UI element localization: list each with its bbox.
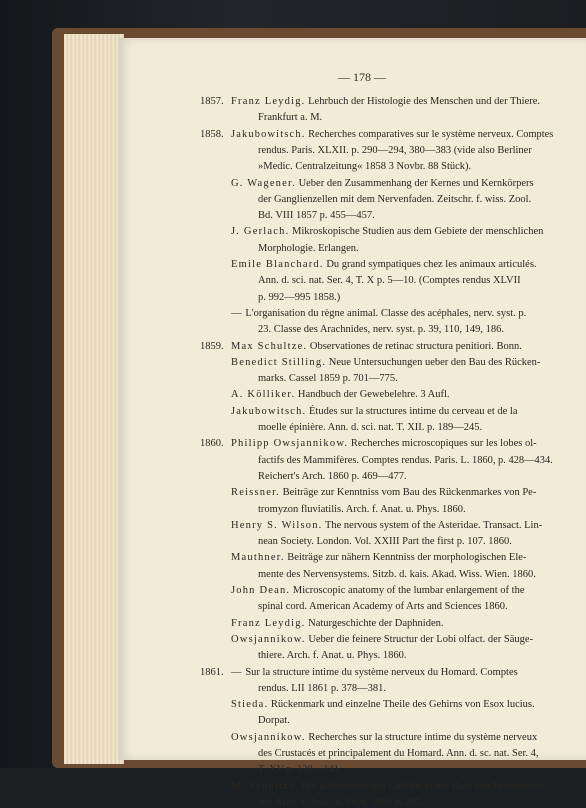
entry-text: Ueber die feinere Structur der Lobi olfact. der Säuge- [308, 633, 534, 645]
entry-author: G. Wagener. [231, 177, 296, 189]
entry-text: Beiträge zur Kenntniss vom Bau des Rückenmarkes von Pe- [282, 487, 537, 499]
entry-author: Jakubowitsch. [231, 128, 306, 140]
entry-line [231, 667, 518, 678]
entry-year: 1859. [200, 340, 224, 352]
entry-text: Naturgeschichte der Daphniden. [308, 617, 444, 629]
entry-line: spinal cord. American Academy of Arts and Sciences 1860. [258, 601, 508, 613]
entry-line [231, 226, 543, 237]
entry-text: The nervous system of the Asteridae. Transact. Lin- [324, 519, 543, 531]
entry-author: Owsjannikow. [231, 731, 306, 743]
entry-line: tromyzon fluviatilis. Arch. f. Anat. u. Phys. 1860. [258, 503, 466, 515]
entry-text: Handbuch der Gewebelehre. 3 Aufl. [297, 389, 450, 401]
entry-text: Recherches microscopiques sur les lobes ol- [350, 438, 537, 450]
entry-year: 1857. [200, 96, 224, 107]
entry-author: J. Gerlach. [231, 226, 290, 238]
entry-text: Recherches sur la structure intime du système nerveux [308, 731, 538, 743]
entry-text: Études sur la structures intime du cerveau et de la [309, 405, 518, 417]
entry-line [231, 585, 524, 596]
entry-author: Stieda. [231, 699, 269, 711]
entry-author: Reissner. [231, 487, 281, 499]
entry-line [231, 406, 517, 417]
entry-author: A. Kölliker. [231, 389, 296, 401]
entry-line: rendus. Paris. XLXII. p. 290—294, 380—383 (vide also Berliner [258, 144, 532, 156]
entry-text: Du grand sympatiques chez les animaux articulés. [326, 259, 537, 270]
entry-author: Owsjannikow. [231, 633, 306, 645]
entry-line: thiere. Arch. f. Anat. u. Phys. 1860. [258, 650, 407, 662]
entry-line [231, 178, 534, 189]
entry-line: Frankfurt a. M. [258, 112, 323, 124]
entry-line: marks. Cassel 1859 p. 701—775. [258, 373, 398, 385]
entry-text: Neue Untersuchungen ueber den Bau des Rücken- [328, 356, 541, 368]
entry-author: Jakubowitsch. [231, 405, 307, 417]
entry-text: Beiträge zur nähern Kenntniss der morphologischen Ele- [287, 552, 527, 564]
entry-text: Die kolbenförmigen Gebilde in der Haut von Petromyzon [301, 780, 544, 792]
entry-line: nean Society. London. Vol. XXIII Part the first p. 107. 1860. [258, 536, 512, 548]
entry-line: Morphologie. Erlangen. [258, 242, 359, 254]
entry-text: Microscopic anatomy of the lumbar enlargement of the [292, 585, 525, 596]
entry-line [231, 732, 537, 743]
page-edges [64, 34, 124, 764]
entry-text: Ueber den Zusammenhang der Kernes und Kernkörpers [298, 177, 534, 189]
entry-line: etc. Arch. f. Anat. u. Phys. 1861 p. 285. [258, 796, 424, 808]
entry-year: 1860. [200, 438, 224, 450]
entry-line [231, 129, 553, 140]
entry-author: John Dean. [231, 585, 291, 596]
entry-text: Rückenmark und einzelne Theile des Gehirns von Esox lucius. [270, 699, 535, 711]
entry-line [231, 552, 526, 563]
entry-author: Henry S. Wilson. [231, 519, 323, 531]
entry-line: Bd. VIII 1857 p. 455—457. [258, 210, 375, 222]
entry-author: — [231, 666, 243, 678]
entry-text: Recherches comparatives sur le système nerveux. Comptes [308, 128, 554, 140]
entry-line: der Ganglienzellen mit dem Nervenfaden. Zeitschr. f. wiss. Zool. [258, 193, 532, 205]
entry-text: Observationes de retinac structura penitiori. Bonn. [309, 340, 522, 352]
entry-line [231, 520, 542, 531]
entry-line: p. 992—995 1858.) [258, 291, 341, 303]
entry-author: Franz Leydig. [231, 617, 306, 629]
entry-line: Reichert's Arch. 1860 p. 469—477. [258, 470, 407, 482]
entry-line: des Crustacés et principalement du Homard. Ann. d. sc. nat. Ser. 4, [258, 748, 539, 759]
entry-line: factifs des Mammifères. Comptes rendus. Paris. L. 1860, p. 428—434. [258, 454, 553, 466]
entry-author: Max Schultze. [231, 340, 308, 352]
entry-line [231, 341, 522, 352]
entry-line [231, 308, 526, 319]
entry-author: Emile Blanchard. [231, 259, 324, 270]
entry-year: 1858. [200, 128, 224, 140]
entry-line [231, 781, 544, 792]
entry-text: Lehrbuch der Histologie des Menschen und der Thiere. [308, 96, 541, 107]
entry-line [231, 634, 533, 645]
entry-line: 23. Classe des Arachnides, nerv. syst. p. 39, 110, 149, 186. [258, 324, 504, 336]
entry-line [231, 438, 537, 449]
entry-author: Benedict Stilling. [231, 356, 327, 368]
entry-line: »Medic. Centralzeitung« 1858 3 Novbr. 88 Stück). [258, 161, 472, 173]
page-number: — 178 — [338, 70, 386, 84]
entry-line [231, 487, 536, 498]
entry-line [231, 389, 450, 400]
entry-line: T. XV p. 128—141. [258, 764, 342, 776]
entry-author: M. Schultze. [231, 780, 299, 792]
entry-line [231, 699, 535, 710]
entry-line: rendus. LII 1861 p. 378—381. [258, 682, 387, 694]
entry-line: Dorpat. [258, 715, 290, 727]
entry-text: L'organisation du règne animal. Classe des acéphales, nerv. syst. p. [245, 307, 527, 319]
entry-author: — [231, 307, 243, 319]
entry-line: mente des Nervensystems. Sitzb. d. kais. Akad. Wiss. Wien. 1860. [258, 568, 536, 580]
entry-year: 1861. [200, 666, 224, 678]
entry-line [231, 357, 540, 368]
entry-line [231, 259, 537, 270]
entry-author: Franz Leydig. [231, 96, 306, 107]
entry-line: moelle épinière. Ann. d. sci. nat. T. XII. p. 189—245. [258, 422, 483, 433]
entry-author: Mauthner. [231, 552, 285, 564]
entry-line: Ann. d. sci. nat. Ser. 4, T. X p. 5—10. (Comptes rendus XLVII [258, 275, 521, 287]
entry-text: Mikroskopische Studien aus dem Gebiete der menschlichen [292, 226, 544, 238]
entry-line [231, 618, 444, 629]
entry-author: Philipp Owsjannikow. [231, 438, 349, 450]
entry-line [231, 96, 540, 107]
entry-text: Sur la structure intime du système nerveux du Homard. Comptes [245, 666, 518, 678]
